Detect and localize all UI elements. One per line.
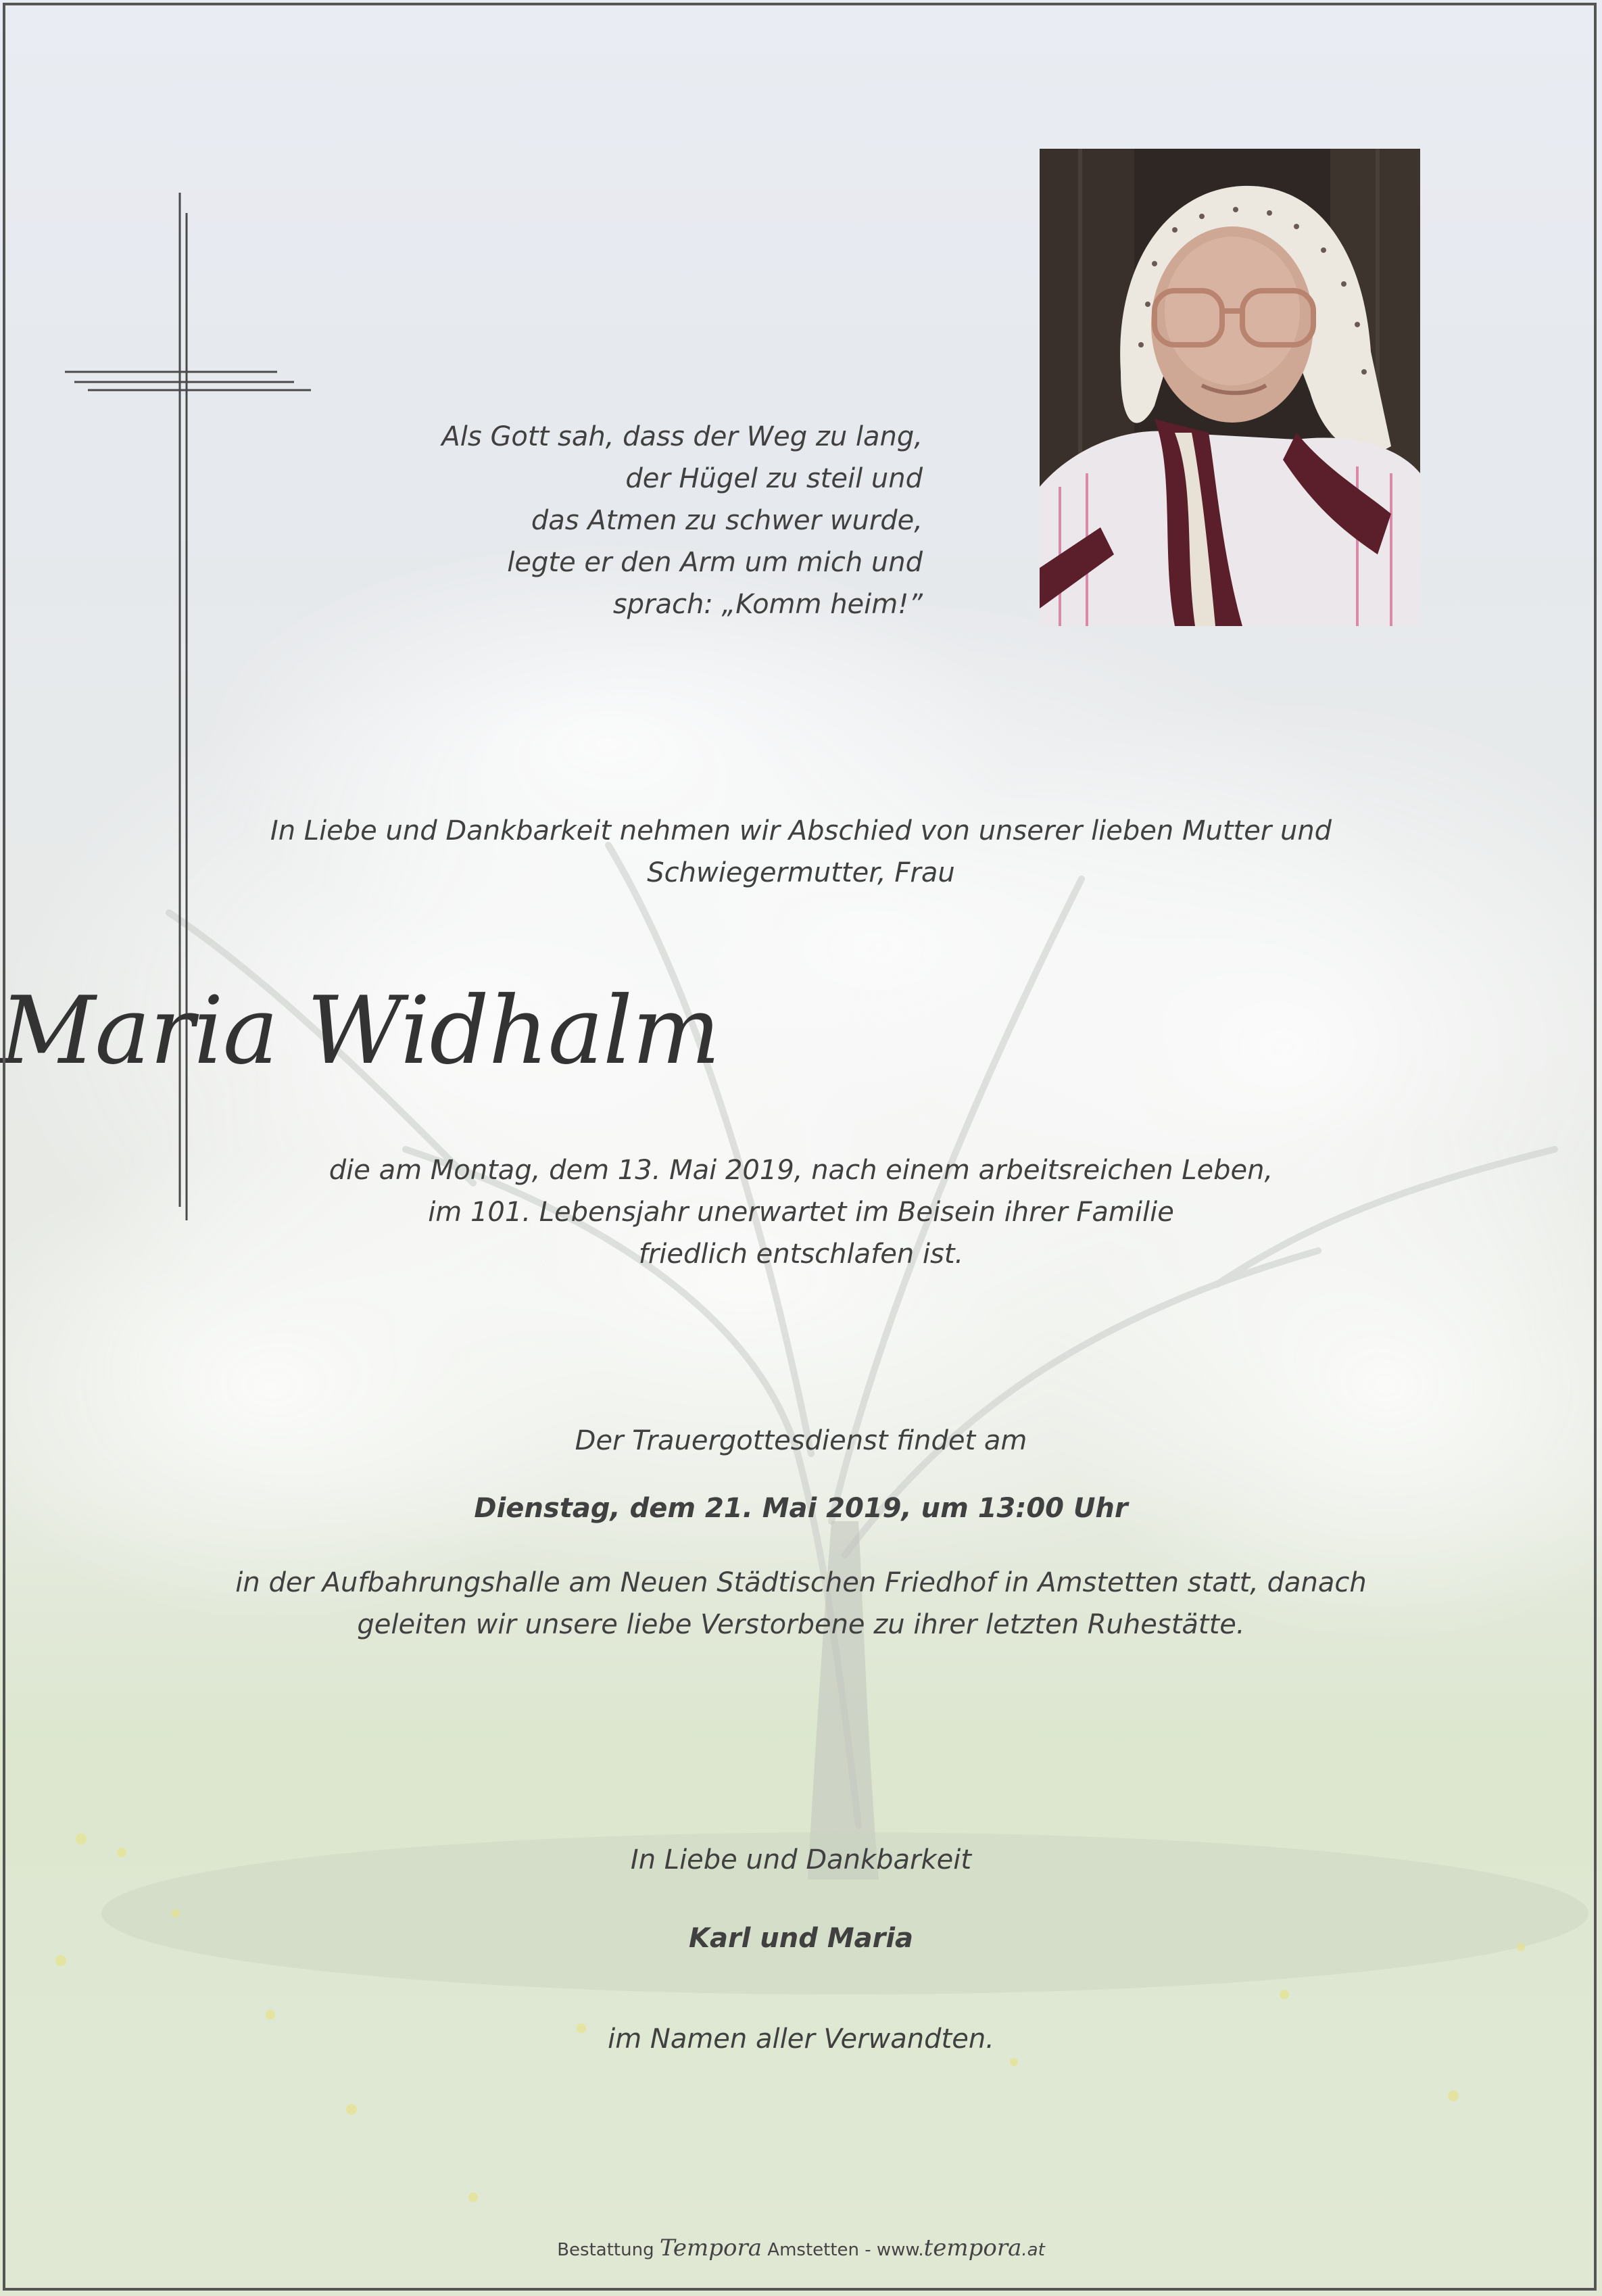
mourner-names: Karl und Maria bbox=[688, 1923, 914, 1954]
footer-prefix: Bestattung bbox=[557, 2240, 654, 2260]
footer-suffix: Amstetten - www. bbox=[767, 2240, 924, 2260]
intro-line: Schwiegermutter, Frau bbox=[647, 857, 955, 888]
closing-phrase: In Liebe und Dankbarkeit bbox=[630, 1844, 972, 1875]
poem-line: sprach: „Komm heim!” bbox=[612, 589, 923, 620]
death-notice-line: friedlich entschlafen ist. bbox=[638, 1239, 964, 1270]
relatives-line: im Namen aller Verwandten. bbox=[608, 2024, 994, 2055]
service-date: Dienstag, dem 21. Mai 2019, um 13:00 Uhr bbox=[474, 1493, 1128, 1524]
footer-brand: Tempora bbox=[659, 2234, 762, 2262]
page-border bbox=[3, 3, 1597, 2291]
poem-line: legte er den Arm um mich und bbox=[507, 547, 923, 578]
footer-site-tld: .at bbox=[1021, 2240, 1045, 2260]
intro-line: In Liebe und Dankbarkeit nehmen wir Abschied von unserer lieben Mutter und bbox=[270, 815, 1332, 846]
service-place-line: geleiten wir unsere liebe Verstorbene zu ihrer letzten Ruhestätte. bbox=[357, 1609, 1245, 1640]
poem-line: das Atmen zu schwer wurde, bbox=[531, 505, 923, 536]
poem-line: der Hügel zu steil und bbox=[625, 463, 923, 494]
death-notice-line: im 101. Lebensjahr unerwartet im Beisein ihrer Familie bbox=[428, 1197, 1174, 1228]
poem-line: Als Gott sah, dass der Weg zu lang, bbox=[441, 421, 923, 452]
footer-site-brand: tempora bbox=[923, 2234, 1022, 2262]
deceased-name: Maria Widhalm bbox=[0, 976, 720, 1085]
death-notice-line: die am Montag, dem 13. Mai 2019, nach einem arbeitsreichen Leben, bbox=[329, 1155, 1273, 1186]
service-place-line: in der Aufbahrungshalle am Neuen Städtischen Friedhof in Amstetten statt, danach bbox=[235, 1567, 1367, 1598]
service-intro: Der Trauergottesdienst findet am bbox=[575, 1425, 1027, 1456]
